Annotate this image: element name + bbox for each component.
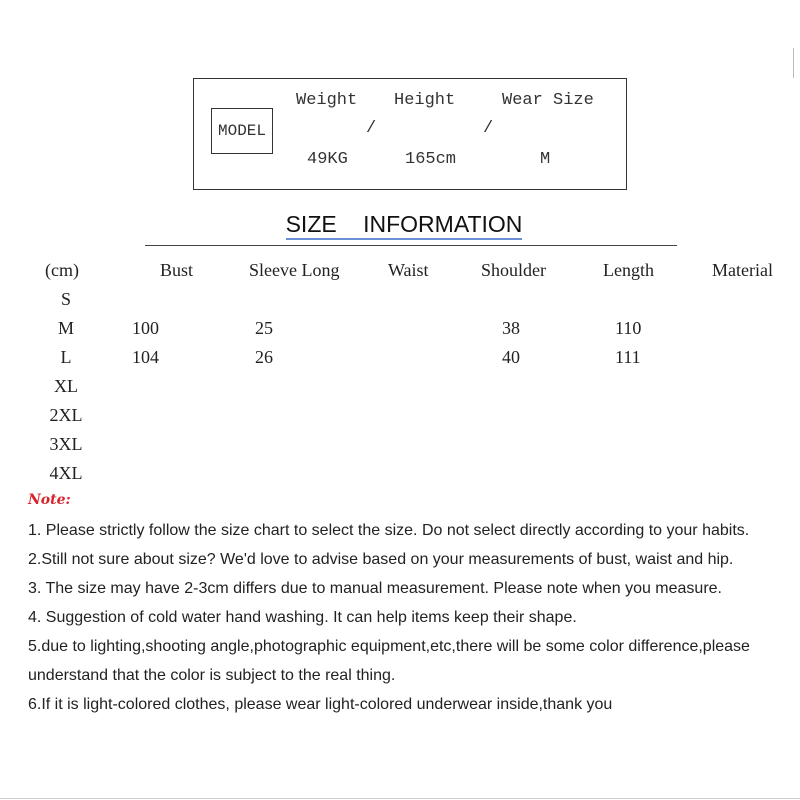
separator-1: / [366, 119, 377, 138]
title-divider [145, 245, 677, 246]
model-tag-label: MODEL [217, 122, 266, 140]
page-title-text: SIZE INFORMATION [286, 211, 523, 240]
note-line-6: understand that the color is subject to the real thing. [28, 667, 396, 684]
corner-mark [793, 48, 794, 78]
note-line-3: 3. The size may have 2-3cm differs due to manual measurement. Please note when you measure. [28, 580, 722, 597]
header-shoulder: Shoulder [481, 260, 546, 280]
header-sleeve: Sleeve Long [249, 260, 340, 280]
note-line-4: 4. Suggestion of cold water hand washing. It can help items keep their shape. [28, 609, 577, 626]
sleeve-value: 26 [255, 347, 273, 367]
size-label: S [60, 289, 71, 309]
shoulder-value: 38 [502, 318, 520, 338]
length-value: 111 [615, 347, 641, 367]
bust-value: 104 [132, 347, 159, 367]
bust-value: 100 [132, 318, 159, 338]
size-label: L [60, 347, 72, 367]
note-line-2: 2.Still not sure about size? We'd love to advise based on your measurements of bust, waist and hip. [28, 551, 734, 568]
weight-value: 49KG [307, 150, 348, 169]
size-label: XL [54, 376, 78, 396]
header-material: Material [712, 260, 773, 280]
separator-2: / [483, 119, 494, 138]
note-line-1: 1. Please strictly follow the size chart to select the size. Do not select directly according to your habits. [28, 522, 750, 539]
size-label: M [57, 318, 74, 338]
note-label: Note: [28, 492, 71, 508]
note-line-7: 6.If it is light-colored clothes, please wear light-colored underwear inside,thank you [28, 696, 613, 713]
header-bust: Bust [160, 260, 194, 280]
page-title [0, 211, 800, 238]
model-tag [211, 108, 273, 154]
weight-header: Weight [296, 91, 358, 110]
height-header: Height [394, 91, 456, 110]
note-line-5: 5.due to lighting,shooting angle,photographic equipment,etc,there will be some color difference,please [28, 638, 750, 655]
length-value: 110 [615, 318, 642, 338]
header-waist: Waist [388, 260, 429, 280]
size-label: 2XL [49, 405, 83, 425]
wear-size-header: Wear Size [502, 91, 594, 110]
shoulder-value: 40 [502, 347, 520, 367]
size-label: 3XL [49, 434, 83, 454]
sleeve-value: 25 [255, 318, 273, 338]
bottom-divider [0, 798, 800, 799]
header-length: Length [603, 260, 654, 280]
wear-size-value: M [540, 150, 551, 169]
height-value: 165cm [405, 150, 457, 169]
size-label: 4XL [49, 463, 83, 483]
header-unit: (cm) [45, 260, 79, 280]
